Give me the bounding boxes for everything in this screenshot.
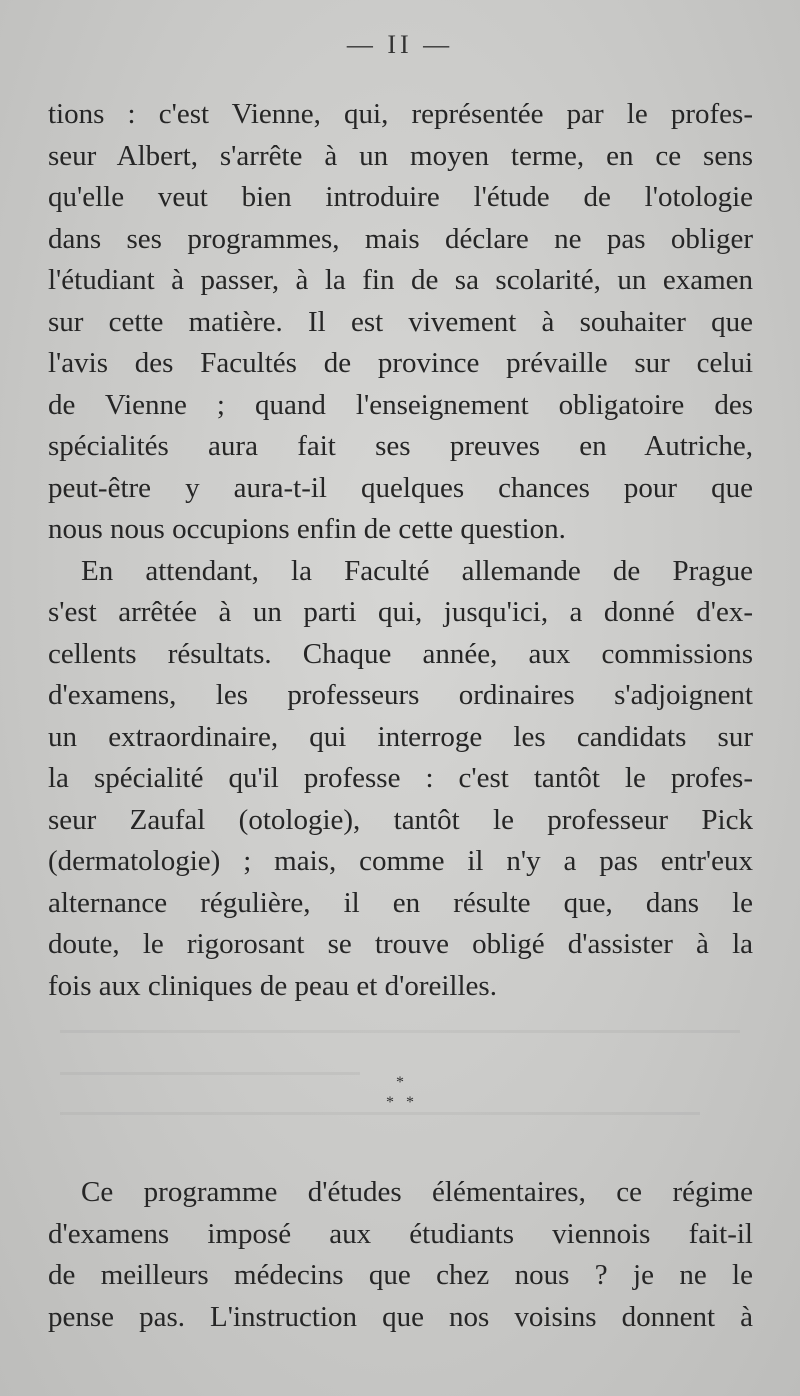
text-line: (dermatologie) ; mais, comme il n'y a pas entr'eux: [48, 845, 753, 877]
asterisk-icon: *: [386, 1094, 394, 1111]
text-line: seur Albert, s'arrête à un moyen terme, en ce sens: [48, 139, 753, 172]
text-line: Ce programme d'études élémentaires, ce régime: [81, 1176, 753, 1208]
text-line: d'examens, les professeurs ordinaires s'adjoignent: [48, 679, 753, 711]
paragraph-2: [48, 551, 753, 1008]
body-text-bottom: [48, 1172, 753, 1338]
asterisk-icon: *: [406, 1094, 414, 1111]
body-text-top: [48, 94, 753, 1007]
text-line: alternance régulière, il en résulte que, dans le: [48, 886, 753, 919]
text-line: l'étudiant à passer, à la fin de sa scolarité, un examen: [48, 264, 753, 296]
text-line: cellents résultats. Chaque année, aux commissions: [48, 637, 753, 670]
text-line: spécialités aura fait ses preuves en Autriche,: [48, 430, 753, 462]
asterisk-icon: *: [396, 1074, 404, 1091]
text-line: la spécialité qu'il professe : c'est tantôt le profes-: [48, 762, 753, 794]
text-line: nous nous occupions enfin de cette question.: [48, 513, 566, 545]
bleed-through-mark: [60, 1072, 360, 1075]
bleed-through-mark: [60, 1112, 700, 1115]
asterism-separator: [384, 1075, 418, 1115]
text-line: un extraordinaire, qui interroge les candidats sur: [48, 720, 753, 753]
text-line: pense pas. L'instruction que nos voisins donnent à: [48, 1300, 753, 1333]
text-line: seur Zaufal (otologie), tantôt le professeur Pick: [48, 803, 753, 836]
text-line: doute, le rigorosant se trouve obligé d'assister à la: [48, 928, 753, 960]
paragraph-1: [48, 94, 753, 551]
paragraph-3: [48, 1172, 753, 1338]
text-line: de meilleurs médecins que chez nous ? je ne le: [48, 1259, 753, 1291]
text-line: En attendant, la Faculté allemande de Prague: [81, 554, 753, 587]
text-line: tions : c'est Vienne, qui, représentée par le profes-: [48, 98, 753, 130]
bleed-through-mark: [60, 1030, 740, 1033]
text-line: peut-être y aura-t-il quelques chances pour que: [48, 471, 753, 504]
text-line: s'est arrêtée à un parti qui, jusqu'ici, a donné d'ex-: [48, 596, 753, 628]
text-line: sur cette matière. Il est vivement à souhaiter que: [48, 305, 753, 338]
page-number: — II —: [346, 30, 454, 59]
text-line: qu'elle veut bien introduire l'étude de l'otologie: [48, 181, 753, 213]
text-line: fois aux cliniques de peau et d'oreilles.: [48, 969, 497, 1002]
text-line: dans ses programmes, mais déclare ne pas obliger: [48, 222, 753, 255]
text-line: d'examens imposé aux étudiants viennois fait-il: [48, 1217, 753, 1250]
text-line: de Vienne ; quand l'enseignement obligatoire des: [48, 388, 753, 421]
text-line: l'avis des Facultés de province prévaille sur celui: [48, 347, 753, 379]
